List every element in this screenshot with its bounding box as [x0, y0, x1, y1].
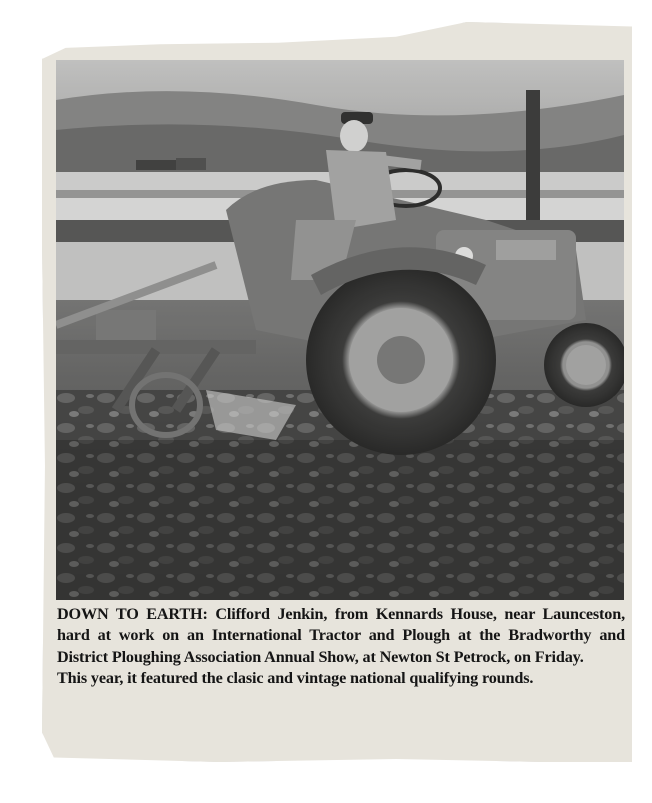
- caption-headline: DOWN TO EARTH:: [57, 605, 208, 623]
- caption-paragraph-2: [57, 668, 625, 689]
- tractor-photo: [56, 60, 624, 600]
- caption-text-2: This year, it featured the clasic and vintage national qualifying rounds.: [57, 669, 534, 688]
- photo-caption: [57, 604, 625, 690]
- caption-paragraph-1: [57, 604, 625, 668]
- caption-text-1: Clifford Jenkin, from Kennards House, near Launceston, hard at work on an International Tractor and Plough at the Bradworthy and District Ploughing Association Annual Show, at Newton St Petrock, on Friday.: [57, 605, 625, 666]
